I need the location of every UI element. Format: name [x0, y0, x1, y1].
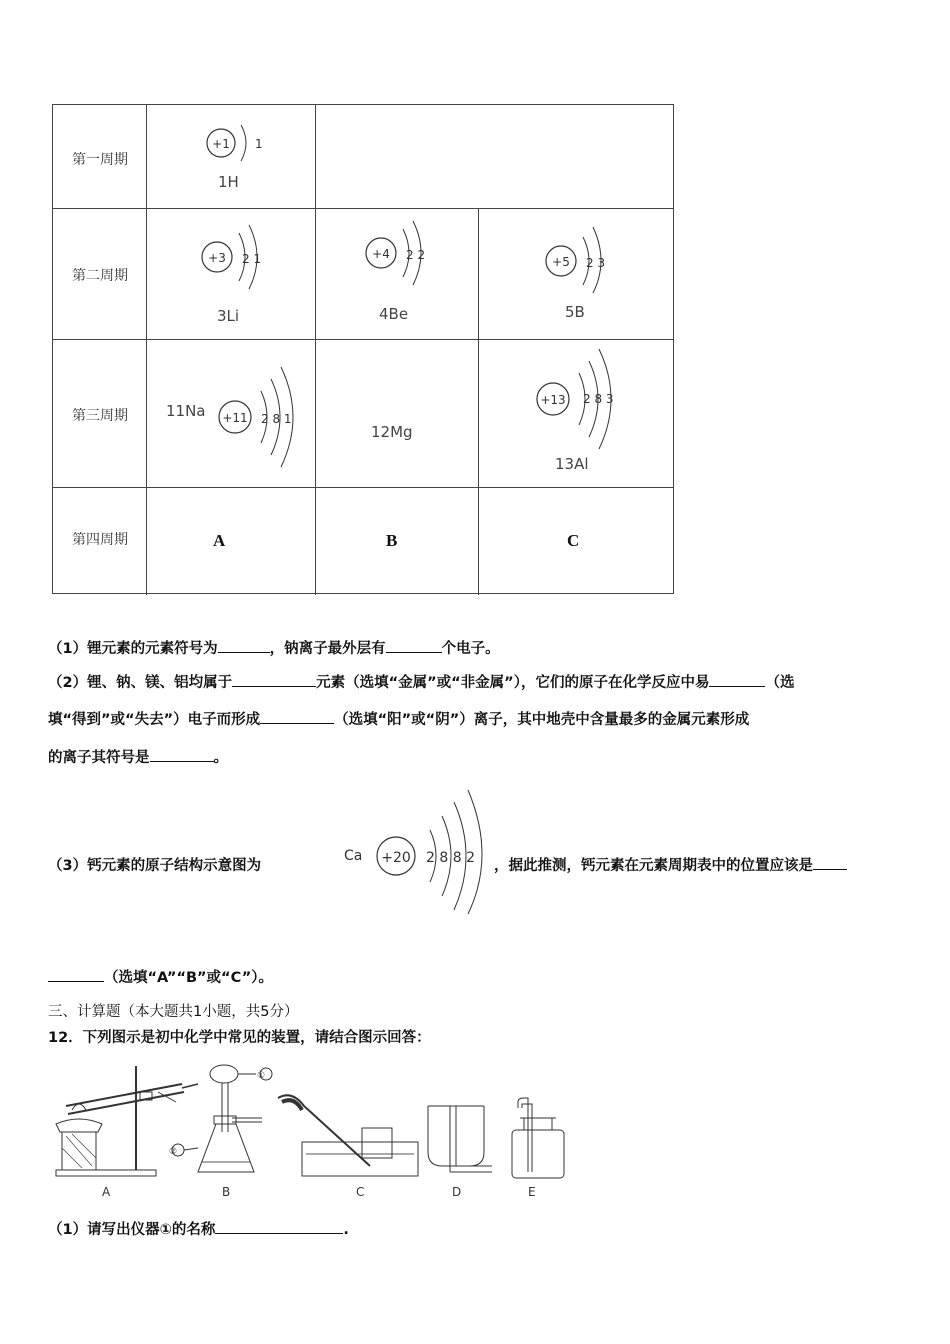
- svg-text:2 2: 2 2: [406, 248, 426, 262]
- marker-1: ①: [256, 1071, 266, 1081]
- atom-diagram-boron: [541, 215, 631, 295]
- section-heading: 三、计算题（本大题共1小题，共5分）: [48, 1004, 299, 1020]
- answer-blank: [386, 638, 442, 653]
- answer-blank: [813, 855, 847, 870]
- answer-blank: [260, 709, 334, 724]
- svg-text:1: 1: [255, 137, 263, 151]
- calcium-atom-diagram: [340, 786, 510, 916]
- svg-text:+20: +20: [381, 850, 411, 866]
- atom-diagram-hydrogen: [203, 117, 273, 167]
- question-2-line-1: （2）锂、钠、镁、铝均属于 元素（选填“金属”或“非金属”），它们的原子在化学反应中易 （选: [48, 671, 794, 692]
- apparatus-c: [278, 1095, 418, 1176]
- question-3-line-1a: （3）钙元素的原子结构示意图为: [48, 858, 262, 874]
- answer-blank: [150, 747, 214, 762]
- position-c-label: C: [567, 531, 580, 550]
- svg-text:+3: +3: [208, 251, 226, 265]
- element-name-mg: 12Mg: [371, 423, 413, 441]
- column-divider: [315, 105, 316, 595]
- svg-text:+4: +4: [372, 247, 390, 261]
- element-name-na: 11Na: [166, 402, 206, 420]
- svg-text:2 8 1: 2 8 1: [261, 412, 292, 426]
- atom-diagram-lithium: [197, 213, 287, 293]
- svg-text:+5: +5: [552, 255, 570, 269]
- apparatus-label-d: D: [452, 1185, 462, 1199]
- marker-2: ②: [168, 1147, 178, 1157]
- svg-text:+13: +13: [540, 393, 566, 407]
- element-name-h: 1H: [218, 173, 239, 191]
- element-name-li: 3Li: [217, 307, 240, 325]
- atom-diagram-aluminium: [531, 345, 631, 450]
- answer-blank: [215, 1219, 343, 1234]
- svg-text:Ca: Ca: [344, 848, 363, 864]
- svg-text:+1: +1: [212, 137, 230, 151]
- atom-diagram-sodium: [213, 359, 303, 469]
- row-label-period-1: 第一周期: [72, 152, 128, 168]
- apparatus-label-c: C: [356, 1185, 365, 1199]
- question-12-1: （1）请写出仪器①的名称 .: [48, 1218, 349, 1239]
- answer-blank: [218, 638, 270, 653]
- apparatus-b: [172, 1065, 272, 1172]
- element-name-b: 5B: [565, 303, 585, 321]
- apparatus-a: [56, 1066, 198, 1176]
- periodic-table: [52, 104, 674, 594]
- svg-text:2 3: 2 3: [586, 256, 606, 270]
- apparatus-label-e: E: [528, 1185, 536, 1199]
- position-b-label: B: [386, 531, 398, 550]
- question-1-line: （1）锂元素的元素符号为 ，钠离子最外层有 个电子。: [48, 637, 500, 658]
- svg-text:2 8 3: 2 8 3: [583, 392, 614, 406]
- apparatus-e: [512, 1098, 564, 1178]
- apparatus-d: [428, 1106, 492, 1172]
- apparatus-label-b: B: [222, 1185, 231, 1199]
- position-a-label: A: [213, 531, 226, 550]
- question-3-line-1b: ，据此推测，钙元素在元素周期表中的位置应该是: [494, 854, 847, 875]
- row-label-period-3: 第三周期: [72, 408, 128, 424]
- apparatus-label-a: A: [102, 1185, 111, 1199]
- column-divider: [478, 208, 479, 595]
- question-3-line-2: （选填“A”“B”或“C”）。: [48, 966, 273, 987]
- lab-apparatus-figure: [52, 1062, 582, 1204]
- question-12-prompt: 12．下列图示是初中化学中常见的装置，请结合图示回答：: [48, 1030, 431, 1046]
- svg-text:2 8 8 2: 2 8 8 2: [426, 850, 475, 866]
- svg-text:2 1: 2 1: [242, 252, 262, 266]
- question-2-line-3: 的离子其符号是 。: [48, 746, 228, 767]
- answer-blank: [709, 672, 765, 687]
- element-name-al: 13Al: [555, 455, 589, 473]
- row-label-period-2: 第二周期: [72, 268, 128, 284]
- svg-text:+11: +11: [222, 411, 248, 425]
- answer-blank: [232, 672, 316, 687]
- atom-diagram-beryllium: [361, 213, 451, 293]
- element-name-be: 4Be: [379, 305, 409, 323]
- column-divider: [146, 105, 147, 595]
- question-2-line-2: 填“得到”或“失去”）电子而形成 （选填“阳”或“阴”）离子，其中地壳中含量最多的金属元素形成: [48, 708, 749, 729]
- answer-blank: [48, 967, 104, 982]
- row-label-period-4: 第四周期: [72, 532, 128, 548]
